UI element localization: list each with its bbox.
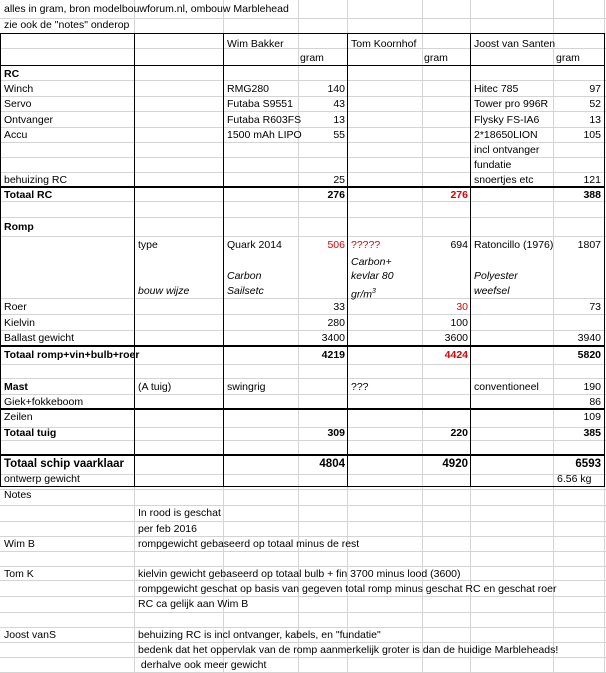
total-romp-joost: 5820 [577, 349, 601, 361]
grid-line [0, 314, 606, 315]
cell-wim-part: Futaba S9551 [227, 98, 293, 110]
cell-joost-note: fundatie [474, 159, 512, 171]
cell-wim-gram: 3400 [321, 332, 345, 344]
column-header-joost: Joost van Santen [474, 38, 556, 50]
cell-joost-bouw: weefsel [474, 285, 510, 297]
notes-label-tom: Tom K [4, 568, 34, 580]
cell-tom-bouw: Carbon+ [351, 256, 392, 268]
cell-joost-romp-gram: 1807 [577, 239, 601, 251]
cell-joost-part: Flysky FS-IA6 [474, 114, 540, 126]
table-border [0, 65, 605, 66]
cell-tom-romp-gram: 694 [450, 239, 468, 251]
grid-line [0, 96, 606, 97]
grid-line [0, 394, 606, 395]
total-rc-tom: 276 [450, 189, 468, 201]
cell-wim-tuig: swingrig [227, 381, 266, 393]
cell-joost-gram: 105 [583, 129, 601, 141]
cell-joost-note: snoertjes etc [474, 174, 534, 186]
grid-line [0, 440, 606, 441]
notes-line: RC ca gelijk aan Wim B [138, 598, 249, 610]
row-label-winch: Winch [4, 83, 34, 95]
cell-tom-bouw [351, 285, 376, 301]
cell-joost-gram: 86 [589, 396, 601, 408]
row-label-ontvanger: Ontvanger [4, 114, 54, 126]
notes-label-wim: Wim B [4, 538, 35, 550]
grid-line [0, 217, 606, 218]
cell-joost-type: Ratoncillo (1976) [474, 239, 554, 251]
table-border [0, 33, 605, 34]
notes-label-joost: Joost vanS [4, 629, 56, 641]
table-border [0, 345, 605, 347]
row-label-ballast: Ballast gewicht [4, 332, 75, 344]
row-label-accu: Accu [4, 129, 28, 141]
row-label-giek: Giek+fokkeboom [4, 396, 84, 408]
grid-line [0, 142, 606, 143]
notes-title: Notes [4, 489, 32, 501]
cell-wim-gram: 25 [333, 174, 345, 186]
table-border [0, 454, 605, 456]
table-border [134, 33, 135, 487]
section-title-romp: Romp [4, 221, 34, 233]
table-border [604, 33, 605, 487]
notes-line: per feb 2016 [138, 523, 197, 535]
cell-wim-bouw: Sailsetc [227, 285, 264, 297]
cell-tom-bouw-sup: 3 [372, 288, 376, 295]
row-label-ontwerp: ontwerp gewicht [4, 473, 80, 485]
cell-joost-part: Tower pro 996R [474, 98, 549, 110]
grid-line [0, 378, 606, 379]
total-rc-joost: 388 [583, 189, 601, 201]
cell-joost-gram: 3940 [577, 332, 601, 344]
cell-joost-bouw: Polyester [474, 270, 518, 282]
notes-line: kielvin gewicht gebaseerd op totaal bulb + fin 3700 minus lood (3600) [138, 568, 461, 580]
notes-line: rompgewicht geschat op basis van gegeven total romp minus geschat RC en geschat roer [138, 583, 557, 595]
grid-line [0, 612, 606, 613]
table-border [0, 408, 605, 410]
total-romp-wim: 4219 [321, 349, 345, 361]
grid-line [0, 80, 606, 81]
grid-line [0, 127, 606, 128]
cell-wim-romp-gram: 506 [327, 239, 345, 251]
sheet-subtitle: zie ook de "notes" onderop [4, 19, 130, 31]
cell-wim-bouw: Carbon [227, 270, 262, 282]
grid-line [0, 536, 606, 537]
grid-line [0, 566, 606, 567]
grid-line [0, 364, 606, 365]
total-schip-joost: 6593 [575, 458, 601, 470]
unit-header-joost: gram [556, 52, 580, 64]
grid-line [0, 627, 606, 628]
grid-line [0, 330, 606, 331]
table-border [347, 33, 348, 487]
cell-wim-gram: 55 [333, 129, 345, 141]
grid-line [0, 551, 606, 552]
notes-line: In rood is geschat [138, 507, 221, 519]
cell-joost-part: 2*18650LION [474, 129, 538, 141]
section-title-mast: Mast [4, 381, 28, 393]
row-label-total-tuig: Totaal tuig [4, 427, 57, 439]
total-schip-tom: 4920 [442, 458, 468, 470]
row-label-tuig: (A tuig) [138, 381, 172, 393]
cell-joost-tuig: conventioneel [474, 381, 539, 393]
cell-joost-gram: 121 [583, 174, 601, 186]
row-label-zeilen: Zeilen [4, 411, 33, 423]
row-label-bouw-wijze: bouw wijze [138, 285, 190, 297]
grid-line [0, 489, 606, 490]
cell-wim-part: 1500 mAh LIPO [227, 129, 302, 141]
grid-line [0, 505, 606, 506]
notes-line: derhalve ook meer gewicht [138, 659, 267, 671]
grid-line [0, 657, 606, 658]
cell-tom-bouw: kevlar 80 [351, 270, 394, 282]
cell-wim-gram: 140 [327, 83, 345, 95]
cell-ontwerp-value: 6.56 kg [557, 473, 592, 485]
cell-tom-type: ????? [351, 239, 381, 251]
row-label-roer: Roer [4, 301, 27, 313]
total-tuig-tom: 220 [450, 427, 468, 439]
table-border [0, 486, 605, 487]
table-border [470, 33, 471, 487]
cell-joost-note: incl ontvanger [474, 144, 540, 156]
row-label-total-schip: Totaal schip vaarklaar [4, 458, 124, 470]
row-label-servo: Servo [4, 98, 32, 110]
total-tuig-wim: 309 [327, 427, 345, 439]
row-label-total-romp: Totaal romp+vin+bulb+roer [4, 349, 140, 361]
notes-line: behuizing RC is incl ontvanger, kabels, en "fundatie" [138, 629, 381, 641]
grid-line [0, 474, 606, 475]
grid-line [0, 172, 606, 173]
table-border [0, 33, 1, 487]
notes-line: bedenk dat het oppervlak van de romp aanmerkelijk groter is dan de huidige Marbleheads! [138, 644, 559, 656]
cell-joost-gram: 97 [589, 83, 601, 95]
cell-tom-gram: 3600 [444, 332, 468, 344]
cell-tom-tuig: ??? [351, 381, 369, 393]
cell-joost-gram: 109 [583, 411, 601, 423]
cell-wim-gram: 43 [333, 98, 345, 110]
cell-joost-gram: 52 [589, 98, 601, 110]
grid-line [0, 596, 606, 597]
total-schip-wim: 4804 [319, 458, 345, 470]
unit-header-tom: gram [424, 52, 448, 64]
grid-line [0, 157, 606, 158]
cell-wim-type: Quark 2014 [227, 239, 282, 251]
row-label-type: type [138, 239, 158, 251]
row-label-behuizing: behuizing RC [4, 174, 68, 186]
column-header-wim: Wim Bakker [227, 38, 284, 50]
notes-line: rompgewicht gebaseerd op totaal minus de rest [138, 538, 360, 550]
grid-line [0, 298, 606, 299]
cell-tom-gram: 100 [450, 317, 468, 329]
cell-tom-bouw-text: gr/m [351, 288, 372, 301]
unit-header-wim: gram [300, 52, 324, 64]
cell-joost-part: Hitec 785 [474, 83, 519, 95]
cell-wim-gram: 280 [327, 317, 345, 329]
column-header-tom: Tom Koornhof [351, 38, 417, 50]
grid-line [0, 642, 606, 643]
table-border [223, 33, 224, 487]
row-label-kielvin: Kielvin [4, 317, 35, 329]
cell-wim-part: RMG280 [227, 83, 270, 95]
cell-wim-part: Futaba R603FS [227, 114, 302, 126]
grid-line [0, 521, 606, 522]
cell-joost-gram: 13 [589, 114, 601, 126]
row-label-total-rc: Totaal RC [4, 189, 53, 201]
total-tuig-joost: 385 [583, 427, 601, 439]
total-rc-wim: 276 [327, 189, 345, 201]
cell-tom-gram: 30 [456, 301, 468, 313]
grid-line [0, 236, 606, 237]
cell-joost-gram: 190 [583, 381, 601, 393]
cell-joost-gram: 73 [589, 301, 601, 313]
section-title-rc: RC [4, 68, 20, 80]
cell-wim-gram: 13 [333, 114, 345, 126]
grid-line [0, 111, 606, 112]
cell-wim-gram: 33 [333, 301, 345, 313]
sheet-title: alles in gram, bron modelbouwforum.nl, ombouw Marblehead [4, 3, 289, 15]
total-romp-tom: 4424 [444, 349, 468, 361]
